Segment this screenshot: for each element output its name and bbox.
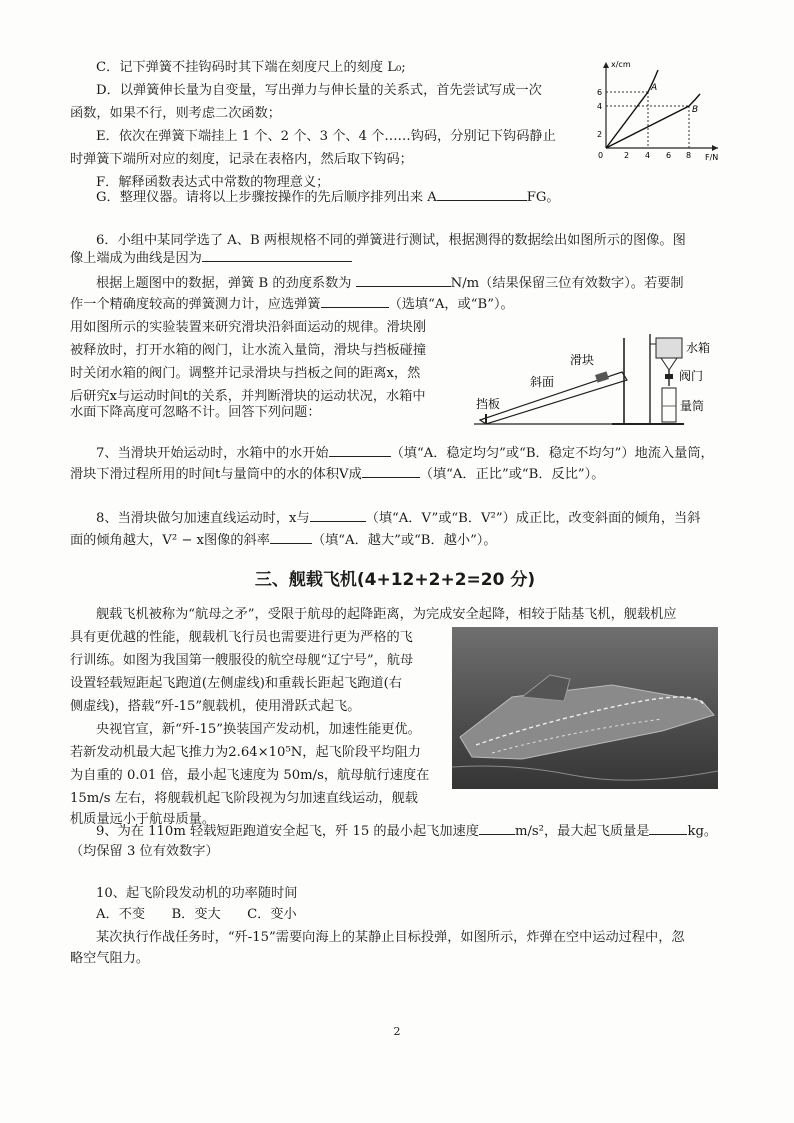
- graph-ytick: 6: [597, 88, 603, 97]
- passage2-line2: 若新发动机最大起飞推力为2.64×10⁵N，起飞阶段平均阻力: [70, 745, 421, 760]
- answer-blank-acceleration[interactable]: [479, 834, 515, 835]
- q8-line2: 面的倾角越大，V² − x图像的斜率 （填“A．越大”或“B．越小”）。: [70, 533, 497, 548]
- step-g: G．整理仪器。请将以上步骤按操作的先后顺序排列出来 A FG。: [96, 190, 560, 205]
- exp-line3: 时关闭水箱的阀门。调整并记录滑块与挡板之间的距离x，然: [70, 366, 421, 381]
- graph-xtick: 4: [645, 151, 651, 160]
- graph-xlabel: F/N: [705, 153, 719, 162]
- passage2-line5: 机质量远小于航母质量。: [70, 812, 216, 827]
- passage2-line4: 15m/s 左右，将舰载机起飞阶段视为匀加速直线运动，舰载: [70, 791, 418, 806]
- q9-line2: （均保留 3 位有效数字）: [70, 844, 219, 859]
- passage1-line2: 具有更优越的性能，舰载机飞行员也需要进行更为严格的飞: [70, 630, 413, 645]
- page-number: 2: [393, 1025, 401, 1038]
- graph-xtick: 2: [624, 151, 630, 160]
- exp-line2: 被释放时，打开水箱的阀门，让水流入量筒，滑块与挡板碰撞: [70, 343, 427, 358]
- answer-blank-proportion[interactable]: [362, 477, 420, 478]
- slider-block: [595, 371, 609, 382]
- answer-blank-stiffness[interactable]: [356, 286, 451, 287]
- step-c: C．记下弹簧不挂钩码时其下端在刻度尺上的刻度 L₀;: [96, 60, 406, 75]
- curve-b: [606, 94, 700, 148]
- funnel: [661, 358, 677, 370]
- answer-blank-curve-reason[interactable]: [202, 261, 352, 262]
- passage2-line3: 为自重的 0.01 倍，最小起飞速度为 50m/s，航母航行速度在: [70, 768, 430, 783]
- q9-line1: 9、为在 110m 轻载短距跑道安全起飞，歼 15 的最小起飞加速度 m/s²，最大起飞质量是 kg。: [96, 824, 718, 839]
- step-d-line2: 函数，如果不行，则考虑二次函数；: [70, 106, 281, 121]
- answer-blank-flow[interactable]: [329, 456, 391, 457]
- step-e-line2: 时弹簧下端所对应的刻度，记录在表格内，然后取下钩码；: [70, 152, 413, 167]
- label-water-tank: 水箱: [686, 341, 711, 355]
- curve-a: [606, 70, 658, 148]
- graph-label-b: B: [692, 105, 699, 115]
- water-tank: [656, 338, 682, 358]
- passage2-line1: 央视官宣，新“歼-15”换装国产发动机，加速性能更优。: [96, 722, 421, 737]
- step-e-line1: E．依次在弹簧下端挂上 1 个、2 个、3 个、4 个……钩码，分别记下钩码静止: [96, 129, 556, 144]
- q6-line3: 根据上题图中的数据，弹簧 B 的劲度系数为 N/m（结果保留三位有效数字）。若要制: [96, 276, 684, 291]
- spring-force-graph: [592, 56, 726, 164]
- graph-label-a: A: [651, 83, 658, 93]
- q7-line1: 7、当滑块开始运动时，水箱中的水开始 （填“A．稳定均匀”或“B．稳定不均匀”）地流入量筒，: [96, 446, 714, 461]
- passage1-line4: 设置轻载短距起飞跑道(左侧虚线)和重载长距起飞跑道(右: [70, 676, 402, 691]
- answer-blank-order[interactable]: [437, 200, 527, 201]
- q6-line2: 像上端成为曲线是因为: [70, 247, 720, 271]
- aircraft-carrier-photo: [452, 627, 718, 789]
- step-d-line1: D．以弹簧伸长量为自变量，写出弹力与伸长量的关系式，首先尝试写成一次: [96, 83, 542, 98]
- passage1-line1: 舰载飞机被称为“航母之矛”，受限于航母的起降距离，为完成安全起降，相较于陆基飞机，舰载机应: [96, 607, 677, 622]
- measuring-cylinder: [662, 388, 676, 422]
- passage1-line3: 行训练。如图为我国第一艘服役的航空母舰“辽宁号”，航母: [70, 653, 414, 668]
- exp-line1: 用如图所示的实验装置来研究滑块沿斜面运动的规律。滑块刚: [70, 320, 427, 335]
- q10-options: A．不变 B．变大 C．变小: [96, 907, 297, 922]
- q7-line2: 滑块下滑过程所用的时间t与量筒中的水的体积V成 （填“A．正比”或“B．反比”）。: [70, 467, 605, 482]
- valve: [665, 374, 673, 379]
- q11-line2: 略空气阻力。: [70, 951, 150, 966]
- answer-blank-max-mass[interactable]: [649, 834, 687, 835]
- step-f: F．解释函数表达式中常数的物理意义；: [96, 175, 330, 190]
- graph-ylabel: x/cm: [611, 60, 631, 69]
- graph-xtick: 8: [686, 151, 692, 160]
- exp-line4: 后研究x与运动时间t的关系，并判断滑块的运动状况，水箱中: [70, 389, 426, 404]
- answer-blank-slope[interactable]: [270, 543, 312, 544]
- graph-ytick: 4: [597, 102, 603, 111]
- label-slope: 斜面: [530, 375, 555, 389]
- answer-blank-spring-choice[interactable]: [321, 307, 389, 308]
- label-slider: 滑块: [570, 353, 595, 367]
- q10-stem: 10、起飞阶段发动机的功率随时间: [96, 886, 298, 901]
- label-valve: 阀门: [679, 369, 704, 383]
- passage1-line5: 侧虚线)，搭载“歼-15”舰载机，使用滑跃式起飞。: [70, 699, 361, 714]
- exp-line5: 水面下降高度可忽略不计。回答下列问题：: [70, 405, 321, 420]
- graph-ytick: 2: [597, 130, 603, 139]
- q6-line1: 6．小组中某同学选了 A、B 两根规格不同的弹簧进行测试，根据测得的数据绘出如图所示的图像。图: [96, 233, 686, 248]
- q11-line1: 某次执行作战任务时，“歼-15”需要向海上的某静止目标投弹，如图所示，炸弹在空中运动过程中，忽: [96, 930, 685, 945]
- q6-line4: 作一个精确度较高的弹簧测力计，应选弹簧 （选填“A，或“B”）。: [70, 297, 514, 312]
- graph-origin: 0: [598, 151, 604, 160]
- answer-blank-x-proportional[interactable]: [310, 521, 366, 522]
- label-cylinder: 量筒: [680, 399, 705, 413]
- section-title: 三、舰载飞机(4+12+2+2=20 分): [254, 570, 536, 590]
- q8-line1: 8、当滑块做匀加速直线运动时，x与 （填“A．V”或“B．V²”）成正比，改变斜面的倾角，当斜: [96, 511, 701, 526]
- incline-apparatus-diagram: [472, 330, 732, 430]
- graph-xtick: 6: [666, 151, 672, 160]
- label-baffle: 挡板: [476, 397, 501, 411]
